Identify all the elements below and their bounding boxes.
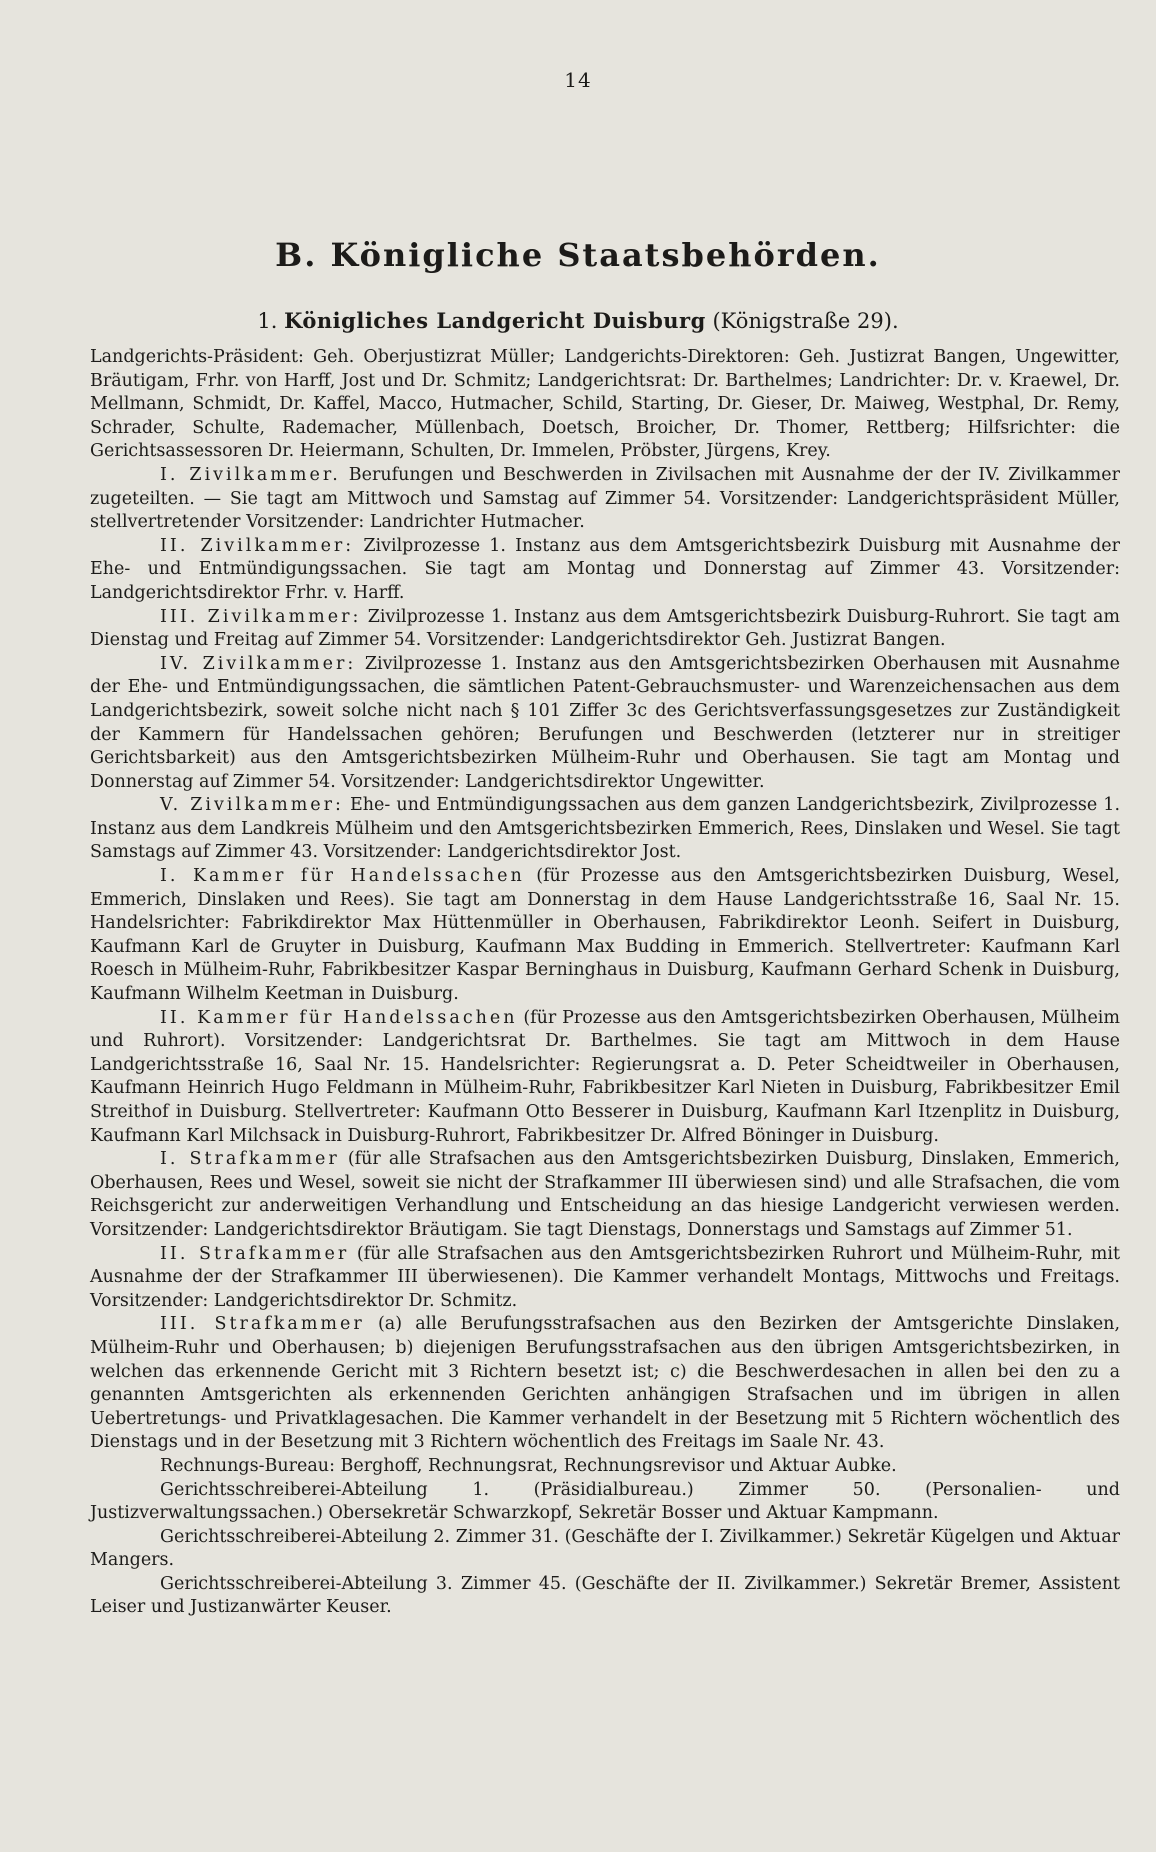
office-paragraph xyxy=(90,1526,1120,1573)
subsection-heading xyxy=(0,308,1156,333)
chamber-title: I. Zivilkammer. xyxy=(160,464,341,485)
chamber-title: II. Kammer für Handelssachen xyxy=(160,1007,518,1028)
page-number: 14 xyxy=(564,68,592,92)
chamber-paragraph xyxy=(90,606,1120,653)
subsection-address: (Königstraße 29). xyxy=(712,309,899,333)
chamber-paragraph xyxy=(90,1313,1120,1455)
paragraph-text: (für Prozesse aus den Amtsgerichtsbezirken Oberhausen, Mülheim und Ruhrort). Vorsitzender: Landgerichtsrat Dr. Barthelmes. Sie tagt am Mittwoch in dem Hause Landgerichtsstraße 16, Saal Nr. 15. Handelsrichter: Regierungsrat a. D. Peter Scheidtweiler in Oberhausen, Kaufmann Heinrich Hugo Feldmann in Mülheim-Ruhr, Fabrikbesitzer Karl Nieten in Duisburg, Fabrikbesitzer Emil Streithof in Duisburg. Stellvertreter: Kaufmann Otto Besserer in Duisburg, Kaufmann Karl Itzenplitz in Duisburg, Kaufmann Karl Milchsack in Duisburg-Ruhrort, Fabrikbesitzer Dr. Alfred Böninger in Duisburg. xyxy=(90,1007,1120,1146)
chamber-title: I. Kammer für Handelssachen xyxy=(160,866,525,887)
chamber-title: II. Strafkammer xyxy=(160,1243,350,1264)
chamber-paragraph xyxy=(90,865,1120,1007)
court-personnel-paragraph xyxy=(90,346,1120,464)
chamber-title: IV. Zivilkammer: xyxy=(160,653,357,674)
paragraph-text: (für Prozesse aus den Amtsgerichtsbezirken Duisburg, Wesel, Emmerich, Dinslaken und Rees). Sie tagt am Donnerstag in dem Hause Landgerichtsstraße 16, Saal Nr. 15. Handelsrichter: Fabrikdirektor Max Hüttenmüller in Oberhausen, Fabrikdirektor Leonh. Seifert in Duisburg, Kaufmann Karl de Gruyter in Duisburg, Kaufmann Max Budding in Emmerich. Stellvertreter: Kaufmann Karl Roesch in Mülheim-Ruhr, Fabrikbesitzer Kaspar Berninghaus in Duisburg, Kaufmann Gerhard Schenk in Duisburg, Kaufmann Wilhelm Keetman in Duisburg. xyxy=(90,866,1120,1005)
paragraph-text: Landgerichts-Präsident: Geh. Oberjustizrat Müller; Landgerichts-Direktoren: Geh. Justizrat Bangen, Ungewitter, Bräutigam, Frhr. von Harff, Jost und Dr. Schmitz; Landgerichtsrat: Dr. Barthelmes; Landrichter: Dr. v. Kraewel, Dr. Mellmann, Schmidt, Dr. Kaffel, Macco, Hutmacher, Schild, Starting, Dr. Gieser, Dr. Maiweg, Westphal, Dr. Remy, Schrader, Schulte, Rademacher, Müllenbach, Doetsch, Broicher, Dr. Thomer, Rettberg; Hilfsrichter: die Gerichtsassessoren Dr. Heiermann, Schulten, Dr. Immelen, Pröbster, Jürgens, Krey. xyxy=(90,347,1120,462)
paragraph-text: Zivilprozesse 1. Instanz aus dem Amtsgerichtsbezirk Duisburg mit Ausnahme der Ehe- und Entmündigungssachen. Sie tagt am Montag und Donnerstag auf Zimmer 43. Vorsitzender: Landgerichtsdirektor Frhr. v. Harff. xyxy=(90,535,1120,603)
chamber-title: III. Zivilkammer: xyxy=(160,606,362,627)
body-text xyxy=(90,346,1120,1620)
paragraph-text: Ehe- und Entmündigungssachen aus dem ganzen Landgerichtsbezirk, Zivilprozesse 1. Instanz aus dem Landkreis Mülheim und den Amtsgerichtsbezirken Emmerich, Rees, Dinslaken und Wesel. Sie tagt Samstags auf Zimmer 43. Vorsitzender: Landgerichtsdirektor Jost. xyxy=(90,795,1121,863)
paragraph-text: (a) alle Berufungsstrafsachen aus den Bezirken der Amtsgerichte Dinslaken, Mülheim-Ruhr und Oberhausen; b) diejenigen Berufungsstrafsachen aus den übrigen Amtsgerichtsbezirken, in welchen das erkennende Gericht mit 3 Richtern besetzt ist; c) die Beschwerdesachen in allen bei den zu a genannten Amtsgerichten als erkennenden Gerichten anhängigen Strafsachen und im übrigen in allen Uebertretungs- und Privatklagesachen. Die Kammer verhandelt in der Besetzung mit 5 Richtern wöchentlich des Dienstags und in der Besetzung mit 3 Richtern wöchentlich des Freitags im Saale Nr. 43. xyxy=(90,1314,1121,1453)
chamber-title: III. Strafkammer xyxy=(160,1314,365,1335)
paragraph-text: (für alle Strafsachen aus den Amtsgerichtsbezirken Duisburg, Dinslaken, Emmerich, Oberhausen, Rees und Wesel, soweit sie nicht der Strafkammer III überwiesen sind) und alle Strafsachen, die vom Reichsgericht zur anderweitigen Verhandlung und Entscheidung an das hiesige Landgericht verwiesen werden. Vorsitzender: Landgerichtsdirektor Bräutigam. Sie tagt Dienstags, Donnerstags und Samstags auf Zimmer 51. xyxy=(90,1149,1120,1240)
chamber-paragraph xyxy=(90,1148,1120,1242)
paragraph-text: Zivilprozesse 1. Instanz aus dem Amtsgerichtsbezirk Duisburg-Ruhrort. Sie tagt am Dienstag und Freitag auf Zimmer 54. Vorsitzender: Landgerichtsdirektor Geh. Justizrat Bangen. xyxy=(90,606,1120,651)
paragraph-text: Gerichtsschreiberei-Abteilung 3. Zimmer 45. (Geschäfte der II. Zivilkammer.) Sekretär Bremer, Assistent Leiser und Justizanwärter Keuser. xyxy=(90,1573,1120,1618)
chamber-paragraph xyxy=(90,653,1120,795)
chamber-paragraph xyxy=(90,1007,1120,1149)
paragraph-text: Rechnungs-Bureau: Berghoff, Rechnungsrat, Rechnungsrevisor und Aktuar Aubke. xyxy=(160,1455,897,1476)
paragraph-text: (für alle Strafsachen aus den Amtsgerichtsbezirken Ruhrort und Mülheim-Ruhr, mit Ausnahme der der Strafkammer III überwiesenen). Die Kammer verhandelt Montags, Mittwochs und Freitags. Vorsitzender: Landgerichtsdirektor Dr. Schmitz. xyxy=(90,1243,1121,1311)
paragraph-text: Zivilprozesse 1. Instanz aus den Amtsgerichtsbezirken Oberhausen mit Ausnahme der Ehe- und Entmündigungssachen, die sämtlichen Patent-Gebrauchsmuster- und Warenzeichensachen aus dem Landgerichtsbezirk, soweit solche nicht nach § 101 Ziffer 3c des Gerichtsverfassungsgesetzes zur Zuständigkeit der Kammern für Handelssachen gehören; Berufungen und Beschwerden (letzterer nur in streitiger Gerichtsbarkeit) aus den Amtsgerichtsbezirken Mülheim-Ruhr und Oberhausen. Sie tagt am Montag und Donnerstag auf Zimmer 54. Vorsitzender: Landgerichtsdirektor Ungewitter. xyxy=(90,653,1120,792)
chamber-title: V. Zivilkammer: xyxy=(160,795,344,816)
chamber-title: II. Zivilkammer: xyxy=(160,535,355,556)
chamber-paragraph xyxy=(90,1243,1120,1314)
paragraph-text: Berufungen und Beschwerden in Zivilsachen mit Ausnahme der der IV. Zivilkammer zugeteilten. — Sie tagt am Mittwoch und Samstag auf Zimmer 54. Vorsitzender: Landgerichtspräsident Müller, stellvertretender Vorsitzender: Landrichter Hutmacher. xyxy=(90,464,1120,533)
paragraph-text: Gerichtsschreiberei-Abteilung 1. (Präsidialbureau.) Zimmer 50. (Personalien- und Justizverwaltungssachen.) Obersekretär Schwarzkopf, Sekretär Bosser und Aktuar Kampmann. xyxy=(90,1479,1120,1524)
chamber-paragraph xyxy=(90,464,1120,535)
subsection-title: Königliches Landgericht Duisburg xyxy=(284,308,706,333)
office-paragraph xyxy=(90,1573,1120,1620)
chamber-paragraph xyxy=(90,535,1120,606)
subsection-number: 1. xyxy=(257,309,278,333)
paragraph-text: Gerichtsschreiberei-Abteilung 2. Zimmer 31. (Geschäfte der I. Zivilkammer.) Sekretär Kügelgen und Aktuar Mangers. xyxy=(90,1526,1120,1571)
chamber-paragraph xyxy=(90,794,1120,865)
chamber-title: I. Strafkammer xyxy=(160,1149,340,1170)
office-paragraph xyxy=(90,1479,1120,1526)
section-heading: B. Königliche Staatsbehörden. xyxy=(275,236,881,274)
office-paragraph xyxy=(90,1455,1120,1479)
